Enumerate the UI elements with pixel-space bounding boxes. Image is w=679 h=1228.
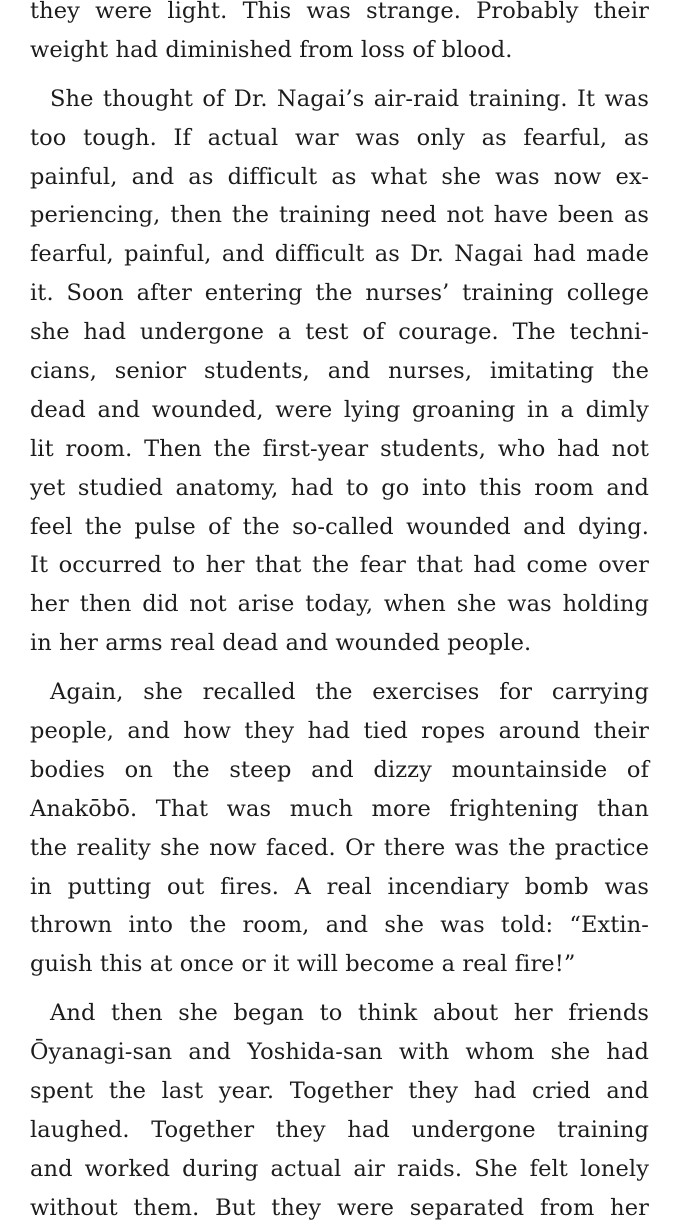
text-line: spent the last year. Together they had cried and bbox=[30, 1078, 649, 1105]
text-line: cians, senior students, and nurses, imitating the bbox=[30, 358, 649, 385]
text-line: they were light. This was strange. Probably their bbox=[30, 0, 649, 24]
paragraph-4 bbox=[30, 994, 649, 1227]
text-line: her then did not arise today, when she was holding bbox=[30, 591, 649, 618]
paragraph-1 bbox=[30, 0, 649, 70]
text-line: thrown into the room, and she was told: “Extin- bbox=[30, 912, 649, 939]
text-line: and worked during actual air raids. She felt lonely bbox=[30, 1155, 649, 1182]
text-line: lit room. Then the first-year students, who had not bbox=[30, 435, 649, 462]
text-line: she had undergone a test of courage. The techni- bbox=[30, 319, 649, 346]
text-line: And then she began to think about her friends bbox=[50, 1000, 649, 1027]
text-line: bodies on the steep and dizzy mountainside of bbox=[30, 756, 649, 783]
paragraph-2 bbox=[30, 80, 649, 663]
text-line: the reality she now faced. Or there was the practice bbox=[30, 834, 649, 861]
text-line: in her arms real dead and wounded people. bbox=[30, 630, 532, 657]
text-line: too tough. If actual war was only as fearful, as bbox=[30, 124, 649, 151]
text-line: painful, and as difficult as what she was now ex- bbox=[30, 163, 649, 190]
text-line: yet studied anatomy, had to go into this room and bbox=[30, 474, 649, 501]
book-page bbox=[30, 0, 649, 1228]
text-line: dead and wounded, were lying groaning in a dimly bbox=[30, 396, 649, 423]
text-line: in putting out fires. A real incendiary bomb was bbox=[30, 873, 649, 900]
text-line: fearful, painful, and difficult as Dr. Nagai had made bbox=[30, 241, 649, 268]
text-line: It occurred to her that the fear that had come over bbox=[30, 552, 649, 579]
text-line: people, and how they had tied ropes around their bbox=[30, 718, 649, 745]
text-line: feel the pulse of the so-called wounded and dying. bbox=[30, 513, 649, 540]
text-line: periencing, then the training need not have been as bbox=[30, 202, 649, 229]
text-line: it. Soon after entering the nurses’ training college bbox=[30, 280, 649, 307]
text-line: guish this at once or it will become a real fire!” bbox=[30, 951, 576, 978]
text-line: Again, she recalled the exercises for carrying bbox=[50, 679, 649, 706]
paragraph-3 bbox=[30, 673, 649, 984]
text-line: without them. But they were separated from her bbox=[30, 1194, 649, 1221]
text-line: Ōyanagi-san and Yoshida-san with whom she had bbox=[30, 1039, 649, 1066]
text-line: Anakōbō. That was much more frightening than bbox=[30, 795, 649, 822]
text-line: She thought of Dr. Nagai’s air-raid training. It was bbox=[50, 85, 649, 112]
text-line: weight had diminished from loss of blood. bbox=[30, 36, 513, 63]
text-line: laughed. Together they had undergone training bbox=[30, 1116, 649, 1143]
